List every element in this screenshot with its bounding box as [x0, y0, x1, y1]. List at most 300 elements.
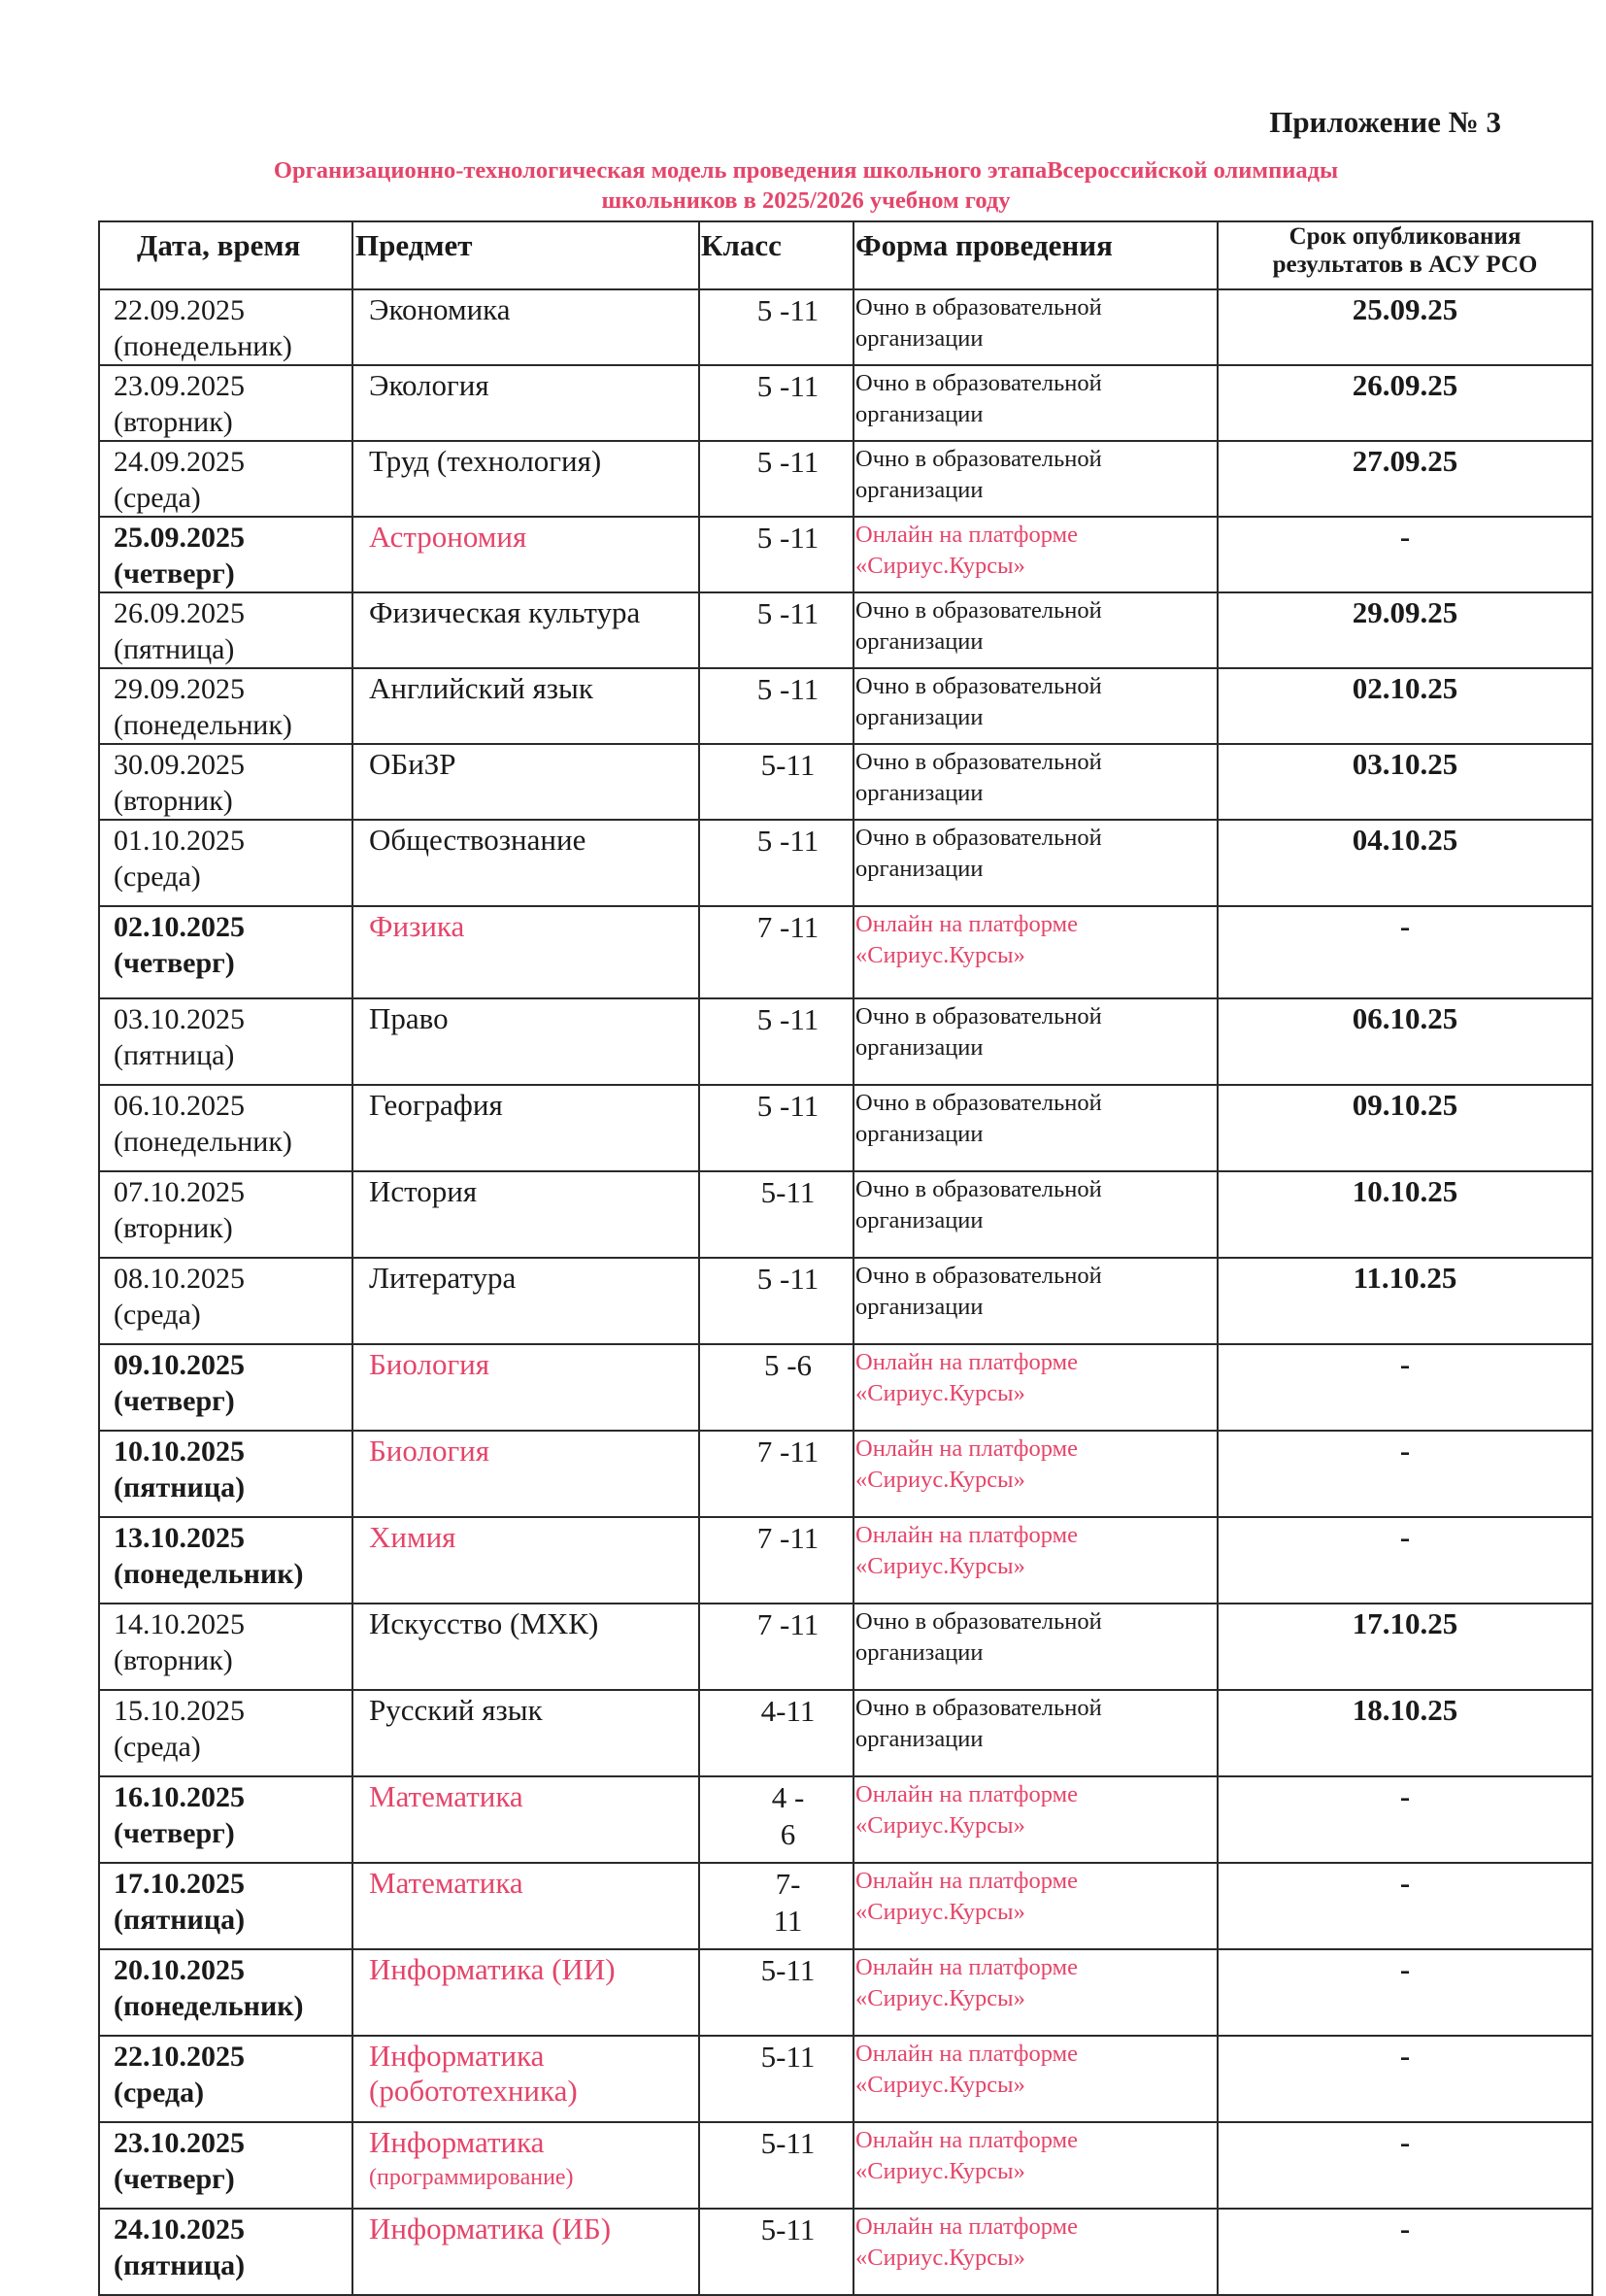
date-value: 14.10.2025 [114, 1608, 245, 1640]
weekday-value: (четверг) [114, 1817, 235, 1849]
publish-date: - [1399, 1434, 1411, 1468]
table-row [99, 2122, 1592, 2209]
subject-cell [352, 1085, 699, 1171]
form-line-1: Очно в образовательной [855, 1263, 1102, 1289]
subject-value: Биология [369, 1347, 490, 1381]
form-cell [853, 1776, 1218, 1863]
date-value: 17.10.2025 [114, 1868, 245, 1900]
class-cell [699, 1604, 853, 1690]
publish-date: 17.10.25 [1352, 1606, 1458, 1640]
date-value: 20.10.2025 [114, 1954, 245, 1986]
form-cell [853, 668, 1218, 744]
class-value: 5 -6 [763, 1348, 813, 1382]
publish-cell [1218, 668, 1592, 744]
subject-cell [352, 2036, 699, 2122]
publish-date: 29.09.25 [1352, 595, 1458, 629]
table-row [99, 820, 1592, 906]
form-line-1: Очно в образовательной [855, 673, 1102, 699]
weekday-value: (понедельник) [114, 1126, 292, 1158]
date-cell [99, 517, 352, 592]
class-cell [699, 2122, 853, 2209]
class-value: 7 -11 [756, 1435, 820, 1469]
class-cell [699, 906, 853, 998]
weekday-value: (вторник) [114, 1212, 233, 1244]
weekday-value: (вторник) [114, 785, 233, 817]
date-cell [99, 289, 352, 365]
class-value: 5 -11 [756, 1089, 820, 1123]
subject-cell [352, 1258, 699, 1344]
form-cell [853, 744, 1218, 820]
date-value: 07.10.2025 [114, 1176, 245, 1208]
class-cell [699, 441, 853, 517]
title-line-2: школьников в 2025/2026 учебном году [601, 187, 1011, 214]
date-value: 02.10.2025 [114, 911, 245, 943]
date-cell [99, 1258, 352, 1344]
form-cell [853, 1604, 1218, 1690]
form-cell [853, 1344, 1218, 1431]
date-cell [99, 1863, 352, 1949]
subject-value: Астрономия [369, 520, 527, 554]
table-row [99, 668, 1592, 744]
subject-value: Обществознание [369, 823, 586, 857]
header-publish-line-2: результатов в АСУ РСО [1272, 252, 1538, 278]
date-value: 22.10.2025 [114, 2041, 245, 2073]
date-value: 23.09.2025 [114, 370, 245, 402]
publish-date: 04.10.25 [1352, 823, 1458, 857]
class-value: 5 -11 [756, 293, 820, 327]
subject-cell [352, 906, 699, 998]
table-row [99, 1258, 1592, 1344]
weekday-value: (понедельник) [114, 330, 292, 362]
form-line-2: организации [855, 704, 984, 730]
date-cell [99, 2209, 352, 2295]
date-cell [99, 744, 352, 820]
class-cell [699, 1863, 853, 1949]
class-cell [699, 820, 853, 906]
form-line-1: Очно в образовательной [855, 1090, 1102, 1116]
table-row [99, 517, 1592, 592]
weekday-value: (понедельник) [114, 709, 292, 741]
date-value: 22.09.2025 [114, 294, 245, 326]
publish-cell [1218, 820, 1592, 906]
form-line-2: «Сириус.Курсы» [855, 2072, 1025, 2098]
form-line-1: Онлайн на платформе [855, 1435, 1079, 1462]
publish-cell [1218, 2209, 1592, 2295]
publish-date: - [1399, 1347, 1411, 1381]
date-value: 24.10.2025 [114, 2213, 245, 2245]
class-cell [699, 1517, 853, 1604]
publish-cell [1218, 2036, 1592, 2122]
class-cell [699, 998, 853, 1085]
header-form: Форма проведения [853, 221, 1218, 289]
subject-value: Информатика [369, 2039, 545, 2073]
table-row [99, 2036, 1592, 2122]
publish-cell [1218, 365, 1592, 441]
date-cell [99, 2122, 352, 2209]
subject-cell [352, 1431, 699, 1517]
class-value: 7 -11 [756, 910, 820, 944]
date-cell [99, 1431, 352, 1517]
subject-value: ОБиЗР [369, 747, 456, 781]
date-value: 29.09.2025 [114, 673, 245, 705]
date-cell [99, 1776, 352, 1863]
publish-cell [1218, 441, 1592, 517]
table-row [99, 2209, 1592, 2295]
table-row [99, 289, 1592, 365]
class-value-cont: 11 [773, 1904, 803, 1938]
class-value-cont: 6 [780, 1817, 796, 1851]
table-row [99, 592, 1592, 668]
date-value: 25.09.2025 [114, 522, 245, 554]
table-row [99, 365, 1592, 441]
subject-cell [352, 592, 699, 668]
table-row [99, 1690, 1592, 1776]
publish-date: 10.10.25 [1352, 1174, 1458, 1208]
publish-cell [1218, 592, 1592, 668]
header-publish [1218, 221, 1592, 289]
publish-date: - [1399, 1779, 1411, 1813]
subject-cell [352, 744, 699, 820]
date-cell [99, 1604, 352, 1690]
publish-cell [1218, 1517, 1592, 1604]
subject-value: Биология [369, 1434, 490, 1468]
subject-value: Математика [369, 1779, 523, 1813]
subject-detail: (программирование) [369, 2165, 574, 2190]
form-line-2: организации [855, 780, 984, 806]
date-value: 30.09.2025 [114, 749, 245, 781]
form-cell [853, 1690, 1218, 1776]
subject-cell [352, 517, 699, 592]
date-cell [99, 998, 352, 1085]
publish-cell [1218, 1776, 1592, 1863]
publish-cell [1218, 1604, 1592, 1690]
weekday-value: (понедельник) [114, 1558, 304, 1590]
table-row [99, 1604, 1592, 1690]
form-cell [853, 998, 1218, 1085]
form-cell [853, 2122, 1218, 2209]
subject-value: Физическая культура [369, 595, 641, 629]
table-row [99, 906, 1592, 998]
form-line-1: Онлайн на платформе [855, 2213, 1079, 2240]
class-value: 5 -11 [756, 521, 820, 555]
publish-cell [1218, 906, 1592, 998]
subject-value: Экономика [369, 292, 511, 326]
subject-cell [352, 998, 699, 1085]
form-line-1: Онлайн на платформе [855, 2127, 1079, 2153]
subject-cell [352, 441, 699, 517]
weekday-value: (четверг) [114, 1385, 235, 1417]
form-line-2: организации [855, 1207, 984, 1233]
table-row [99, 1431, 1592, 1517]
table-row [99, 998, 1592, 1085]
subject-value: Математика [369, 1866, 523, 1900]
form-cell [853, 1949, 1218, 2036]
form-cell [853, 2209, 1218, 2295]
publish-cell [1218, 2122, 1592, 2209]
date-value: 26.09.2025 [114, 597, 245, 629]
subject-cell [352, 668, 699, 744]
class-value: 5-11 [760, 748, 816, 782]
table-row [99, 1949, 1592, 2036]
publish-date: - [1399, 2039, 1411, 2073]
publish-date: - [1399, 909, 1411, 943]
form-line-1: Очно в образовательной [855, 825, 1102, 851]
title-line-1: Организационно-технологическая модель проведения школьного этапаВсероссийской олимпиады [273, 157, 1339, 184]
form-line-2: «Сириус.Курсы» [855, 2158, 1025, 2184]
form-line-2: «Сириус.Курсы» [855, 1467, 1025, 1493]
publish-cell [1218, 1344, 1592, 1431]
weekday-value: (четверг) [114, 947, 235, 979]
form-line-2: организации [855, 628, 984, 655]
form-cell [853, 1171, 1218, 1258]
class-cell [699, 289, 853, 365]
annex-label: Приложение № 3 [1269, 105, 1501, 139]
date-cell [99, 1949, 352, 2036]
class-cell [699, 1258, 853, 1344]
publish-date: 18.10.25 [1352, 1693, 1458, 1727]
class-value: 5 -11 [756, 824, 820, 858]
table-row [99, 1517, 1592, 1604]
class-value: 7- [775, 1867, 801, 1901]
table-row [99, 441, 1592, 517]
subject-cell [352, 1949, 699, 2036]
form-line-1: Онлайн на платформе [855, 1522, 1079, 1548]
table-row [99, 1776, 1592, 1863]
date-value: 01.10.2025 [114, 825, 245, 857]
form-line-1: Очно в образовательной [855, 749, 1102, 775]
form-cell [853, 1085, 1218, 1171]
header-subject: Предмет [352, 221, 699, 289]
form-cell [853, 2036, 1218, 2122]
form-line-2: организации [855, 401, 984, 427]
table-row [99, 1863, 1592, 1949]
class-cell [699, 592, 853, 668]
subject-cell [352, 1776, 699, 1863]
date-cell [99, 668, 352, 744]
subject-value: Информатика [369, 2125, 545, 2159]
form-line-2: «Сириус.Курсы» [855, 1985, 1025, 2011]
publish-cell [1218, 1171, 1592, 1258]
class-cell [699, 1344, 853, 1431]
subject-value: Труд (технология) [369, 444, 602, 478]
class-value: 5 -11 [756, 1002, 820, 1036]
publish-cell [1218, 517, 1592, 592]
form-line-2: организации [855, 1639, 984, 1666]
weekday-value: (среда) [114, 1731, 201, 1763]
form-line-1: Очно в образовательной [855, 446, 1102, 472]
subject-cell [352, 1171, 699, 1258]
class-cell [699, 2036, 853, 2122]
class-value: 5 -11 [756, 445, 820, 479]
subject-cell [352, 2122, 699, 2209]
form-line-1: Очно в образовательной [855, 597, 1102, 624]
publish-date: - [1399, 1520, 1411, 1554]
form-cell [853, 517, 1218, 592]
publish-cell [1218, 1690, 1592, 1776]
table-row [99, 1344, 1592, 1431]
publish-cell [1218, 289, 1592, 365]
date-value: 16.10.2025 [114, 1781, 245, 1813]
form-cell [853, 441, 1218, 517]
class-value: 4-11 [760, 1694, 816, 1728]
form-line-2: организации [855, 1294, 984, 1320]
subject-cell [352, 1863, 699, 1949]
subject-cell [352, 2209, 699, 2295]
header-date: Дата, время [99, 221, 352, 289]
date-cell [99, 1690, 352, 1776]
form-cell [853, 906, 1218, 998]
publish-cell [1218, 998, 1592, 1085]
form-line-1: Онлайн на платформе [855, 911, 1079, 937]
form-line-1: Онлайн на платформе [855, 522, 1079, 548]
date-value: 03.10.2025 [114, 1003, 245, 1035]
header-publish-line-1: Срок опубликования [1288, 223, 1522, 250]
subject-value: Физика [369, 909, 465, 943]
form-line-1: Очно в образовательной [855, 1176, 1102, 1202]
class-value: 5-11 [760, 2040, 816, 2074]
form-line-2: организации [855, 1121, 984, 1147]
date-cell [99, 441, 352, 517]
class-value: 5-11 [760, 2212, 816, 2246]
form-line-1: Очно в образовательной [855, 370, 1102, 396]
weekday-value: (пятница) [114, 1039, 235, 1071]
date-value: 23.10.2025 [114, 2127, 245, 2159]
form-line-2: организации [855, 477, 984, 503]
form-cell [853, 1431, 1218, 1517]
header-row [99, 221, 1592, 289]
class-value: 5 -11 [756, 369, 820, 403]
class-value: 5 -11 [756, 1262, 820, 1296]
weekday-value: (понедельник) [114, 1990, 304, 2022]
publish-date: 09.10.25 [1352, 1088, 1458, 1122]
form-line-1: Онлайн на платформе [855, 1954, 1079, 1980]
publish-cell [1218, 744, 1592, 820]
class-value: 5-11 [760, 1175, 816, 1209]
weekday-value: (вторник) [114, 1644, 233, 1676]
form-line-2: «Сириус.Курсы» [855, 1553, 1025, 1579]
class-cell [699, 2209, 853, 2295]
publish-date: 03.10.25 [1352, 747, 1458, 781]
publish-date: - [1399, 2212, 1411, 2245]
subject-value: История [369, 1174, 478, 1208]
subject-cell [352, 365, 699, 441]
form-cell [853, 289, 1218, 365]
weekday-value: (пятница) [114, 2249, 246, 2281]
subject-cell [352, 820, 699, 906]
form-line-1: Онлайн на платформе [855, 1868, 1079, 1894]
subject-detail: (робототехника) [369, 2074, 578, 2108]
class-cell [699, 744, 853, 820]
form-line-2: «Сириус.Курсы» [855, 553, 1025, 579]
date-cell [99, 365, 352, 441]
subject-value: Экология [369, 368, 489, 402]
publish-cell [1218, 1431, 1592, 1517]
subject-value: Информатика (ИИ) [369, 1952, 616, 1986]
form-line-2: организации [855, 1034, 984, 1061]
publish-cell [1218, 1949, 1592, 2036]
form-line-2: «Сириус.Курсы» [855, 2245, 1025, 2271]
form-line-1: Онлайн на платформе [855, 2041, 1079, 2067]
date-cell [99, 820, 352, 906]
subject-cell [352, 1517, 699, 1604]
form-line-2: «Сириус.Курсы» [855, 1899, 1025, 1925]
class-value: 5-11 [760, 1953, 816, 1987]
publish-cell [1218, 1085, 1592, 1171]
class-value: 5-11 [760, 2126, 816, 2160]
date-value: 10.10.2025 [114, 1435, 245, 1468]
subject-value: Химия [369, 1520, 456, 1554]
date-value: 24.09.2025 [114, 446, 245, 478]
subject-cell [352, 289, 699, 365]
class-cell [699, 1690, 853, 1776]
form-cell [853, 820, 1218, 906]
form-line-2: «Сириус.Курсы» [855, 942, 1025, 968]
weekday-value: (четверг) [114, 557, 235, 590]
form-cell [853, 592, 1218, 668]
form-cell [853, 365, 1218, 441]
document-title [146, 155, 1466, 216]
subject-value: Информатика (ИБ) [369, 2212, 612, 2245]
class-value: 7 -11 [756, 1521, 820, 1555]
publish-date: - [1399, 1952, 1411, 1986]
class-value: 5 -11 [756, 596, 820, 630]
subject-value: Английский язык [369, 671, 593, 705]
form-line-2: организации [855, 1726, 984, 1752]
class-value: 7 -11 [756, 1607, 820, 1641]
date-cell [99, 2036, 352, 2122]
publish-date: - [1399, 520, 1411, 554]
class-value: 4 - [771, 1780, 805, 1814]
form-line-2: организации [855, 325, 984, 352]
schedule-table [98, 220, 1593, 2296]
subject-value: Литература [369, 1261, 517, 1295]
weekday-value: (вторник) [114, 406, 233, 438]
table-row [99, 1171, 1592, 1258]
date-cell [99, 1085, 352, 1171]
weekday-value: (среда) [114, 2077, 205, 2109]
subject-cell [352, 1604, 699, 1690]
weekday-value: (среда) [114, 1299, 201, 1331]
header-class: Класс [699, 221, 853, 289]
publish-date: - [1399, 2125, 1411, 2159]
form-line-1: Онлайн на платформе [855, 1349, 1079, 1375]
form-line-1: Очно в образовательной [855, 1003, 1102, 1030]
date-cell [99, 1517, 352, 1604]
publish-date: 02.10.25 [1352, 671, 1458, 705]
publish-cell [1218, 1258, 1592, 1344]
class-cell [699, 1949, 853, 2036]
weekday-value: (пятница) [114, 633, 235, 665]
subject-value: Искусство (МХК) [369, 1606, 599, 1640]
form-cell [853, 1517, 1218, 1604]
class-cell [699, 517, 853, 592]
subject-cell [352, 1690, 699, 1776]
form-cell [853, 1863, 1218, 1949]
subject-cell [352, 1344, 699, 1431]
date-value: 15.10.2025 [114, 1695, 245, 1727]
date-cell [99, 1344, 352, 1431]
form-line-1: Очно в образовательной [855, 294, 1102, 321]
weekday-value: (среда) [114, 482, 201, 514]
table-row [99, 744, 1592, 820]
subject-value: Право [369, 1001, 449, 1035]
class-cell [699, 1085, 853, 1171]
date-value: 13.10.2025 [114, 1522, 245, 1554]
date-cell [99, 1171, 352, 1258]
date-cell [99, 906, 352, 998]
class-cell [699, 1431, 853, 1517]
form-line-2: «Сириус.Курсы» [855, 1812, 1025, 1839]
